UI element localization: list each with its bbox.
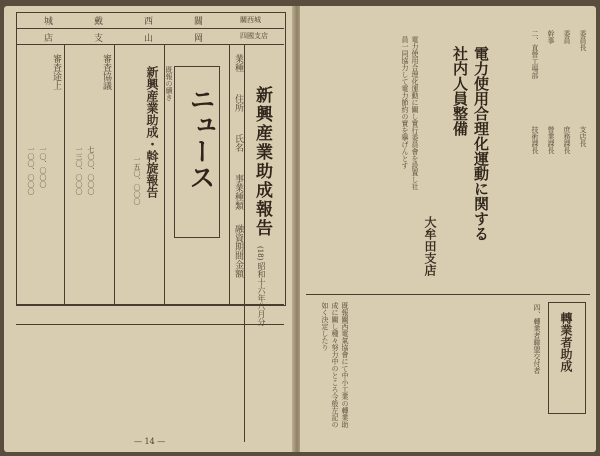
page-number: — 14 —	[134, 437, 166, 446]
issue-number: (18)	[256, 246, 264, 261]
role-2: 委員	[563, 30, 571, 44]
masthead-title: 新興産業助成報告	[252, 86, 272, 238]
report-sub: 既報の續き	[165, 66, 173, 101]
article-branch: 大牟田支店	[423, 216, 437, 276]
name-2: 庶務課長	[563, 126, 571, 154]
header2-cell-1: 店	[44, 34, 54, 44]
header2-cell-2: 支	[94, 34, 104, 44]
left-page	[4, 6, 294, 452]
issue-date: 昭和十六年八月分	[257, 262, 266, 326]
amount-1: 七〇〇、〇〇〇	[87, 146, 95, 195]
header2-cell-5: 四國支店	[240, 32, 268, 40]
role-3: 幹事	[547, 30, 555, 44]
name-1: 支店長	[579, 126, 587, 147]
name-4: 技術課長	[531, 126, 539, 154]
header-cell-4: 關	[194, 17, 204, 27]
right-page	[300, 6, 596, 452]
section-sub: 四、轉業者聯盟交付者	[533, 304, 541, 374]
category-label-1: 業種	[233, 54, 243, 72]
header-cell-5: 關西城	[240, 16, 261, 24]
category-label-3: 氏名	[233, 134, 243, 152]
header2-cell-4: 岡	[194, 34, 204, 44]
category-label-2: 住所	[233, 94, 243, 112]
section-title: 轉業者助成	[559, 312, 573, 372]
article-headline: 電力使用合理化運動に関する社内人員整備	[451, 46, 490, 241]
article-body-1: 電力使用合理化運動に關し實行委員會を設置し社員一同協力して電力節約の實を擧げんとす	[401, 36, 419, 190]
amount-2: 一三〇、〇〇〇	[75, 146, 83, 195]
header-cell-3: 西	[144, 17, 154, 27]
report-heading: 新興産業助成・斡旋報告	[145, 66, 159, 198]
section-note: 二、直營工場部	[531, 30, 539, 79]
article-body-2: 既報關西電氣協會にて中小工業の轉業助成に關し種々努力中のところ今般左記の如く決定したり	[321, 302, 349, 428]
amount-3: 一〇、〇〇〇	[39, 146, 47, 188]
section-label-1: 審査協議	[101, 54, 111, 90]
category-label-5: 融資期間金額	[233, 224, 243, 278]
header2-cell-3: 山	[144, 34, 154, 44]
role-1: 委員長	[579, 30, 587, 51]
name-3: 營業課長	[547, 126, 555, 154]
news-heading: ニュース	[185, 86, 215, 190]
header-cell-2: 戴	[94, 17, 104, 27]
amount-4: 一〇〇、〇〇〇	[27, 146, 35, 195]
section-label-2: 審査途上	[51, 54, 61, 90]
header-cell-1: 城	[44, 17, 54, 27]
amount-5: 一五〇、〇〇〇	[133, 156, 141, 205]
category-label-4: 事業種類	[233, 174, 243, 210]
